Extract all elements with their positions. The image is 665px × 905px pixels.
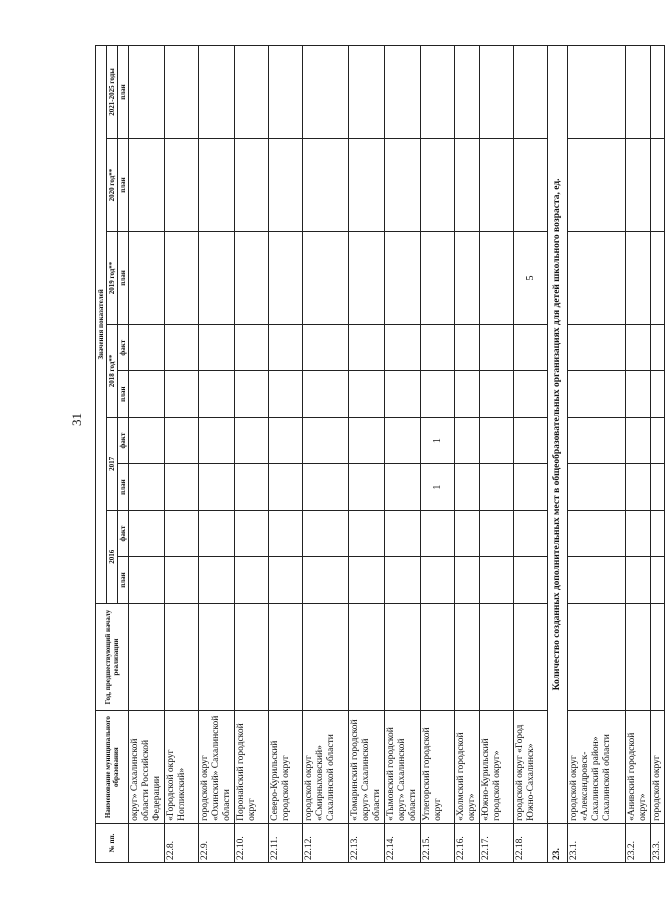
value-2017-plan: [235, 464, 269, 510]
value-2017-plan: [129, 464, 165, 510]
table-row: [568, 46, 626, 863]
municipality-name: «Анивский городской округ»: [626, 711, 651, 824]
table-row: [626, 46, 651, 863]
row-number: 23.1.: [568, 823, 626, 862]
header-2020-plan: план: [118, 139, 129, 232]
header-2018: 2018 год**: [107, 324, 118, 417]
value-2017-fact: [303, 417, 349, 463]
row-number: 22.10.: [235, 823, 269, 862]
value-2019-plan: [269, 232, 303, 325]
municipality-name: Северо-Курильский городской округ: [269, 711, 303, 824]
value-2017-fact: [199, 417, 235, 463]
header-num: № пп.: [96, 823, 129, 862]
table-row: [129, 46, 165, 863]
header-2017-fact: факт: [118, 417, 129, 463]
header-2017: 2017: [107, 417, 118, 510]
table-row: [421, 46, 455, 863]
municipality-name: «Южно-Курильский городской округ»: [480, 711, 514, 824]
table-row: [385, 46, 421, 863]
row-number: 22.14.: [385, 823, 421, 862]
header-2016-plan: план: [118, 557, 129, 603]
row-number: 22.16.: [455, 823, 480, 862]
row-number: 22.13.: [349, 823, 385, 862]
header-2019-plan: план: [118, 232, 129, 325]
row-number: [129, 823, 165, 862]
header-municipality: Наименование муниципального образования: [96, 711, 129, 824]
value-2017-plan: [199, 464, 235, 510]
table-row: [303, 46, 349, 863]
row-number: 22.8.: [165, 823, 199, 862]
value-2019-plan: [480, 232, 514, 325]
municipality-name: городской округ «Смирныховский» Сахалинской области: [303, 711, 349, 824]
header-2021-2025: 2021-2025 годы: [107, 46, 118, 139]
value-2017-plan: [455, 464, 480, 510]
municipality-name: городской округ «Охинский» Сахалинской области: [199, 711, 235, 824]
table-row: [514, 46, 548, 863]
value-2017-plan: [303, 464, 349, 510]
value-2019-plan: [165, 232, 199, 325]
row-number: 22.12.: [303, 823, 349, 862]
section-row: [548, 46, 568, 863]
table-row: [269, 46, 303, 863]
municipality-name: «Городской округ Ногликский»: [165, 711, 199, 824]
section-title: Количество созданных дополнительных мест в общеобразовательных организациях для детей школьного возраста, ед.: [548, 46, 568, 824]
value-2019-plan: [199, 232, 235, 325]
value-2017-plan: [480, 464, 514, 510]
header-2017-plan: план: [118, 464, 129, 510]
header-base-year: Год, предшествующий началу реализации: [96, 603, 129, 711]
table-row: [480, 46, 514, 863]
indicators-table: [95, 45, 665, 863]
header-2018-plan: план: [118, 371, 129, 417]
header-2020: 2020 год**: [107, 139, 118, 232]
value-2017-fact: [129, 417, 165, 463]
row-number: 22.17.: [480, 823, 514, 862]
row-number: 22.15.: [421, 823, 455, 862]
municipality-name: городской округ «Город Южно-Сахалинск»: [514, 711, 548, 824]
value-2019-plan: [385, 232, 421, 325]
header-2016-fact: факт: [118, 510, 129, 556]
value-2017-fact: [165, 417, 199, 463]
value-2017-fact: [455, 417, 480, 463]
value-2017-fact: [480, 417, 514, 463]
municipality-name: «Томаринский городской округ» Сахалинской области: [349, 711, 385, 824]
value-2017-plan: [165, 464, 199, 510]
row-number: 23.2.: [626, 823, 651, 862]
header-values-group: Значения показателей: [96, 46, 107, 604]
value-2017-plan: [385, 464, 421, 510]
value-2017-plan: [269, 464, 303, 510]
value-2019-plan: [421, 232, 455, 325]
row-number: 22.9.: [199, 823, 235, 862]
table-row: [165, 46, 199, 863]
row-number: 22.18.: [514, 823, 548, 862]
value-2017-fact: 1: [421, 417, 455, 463]
row-number: 23.3.: [651, 823, 665, 862]
value-2017-fact: [235, 417, 269, 463]
value-2017-plan: [514, 464, 548, 510]
header-2021-2025-plan: план: [118, 46, 129, 139]
row-number: 22.11.: [269, 823, 303, 862]
value-2019-plan: [349, 232, 385, 325]
value-2017-fact: [349, 417, 385, 463]
value-2019-plan: 5: [514, 232, 548, 325]
value-2017-fact: [269, 417, 303, 463]
municipality-name: Углегорский городской округ: [421, 711, 455, 824]
value-2019-plan: [303, 232, 349, 325]
value-2017-fact: [514, 417, 548, 463]
value-2017-plan: 1: [421, 464, 455, 510]
value-2017-fact: [385, 417, 421, 463]
header-2019: 2019 год**: [107, 232, 118, 325]
header-2018-fact: факт: [118, 324, 129, 370]
table-row: [455, 46, 480, 863]
municipality-name: «Тымовский городской округ» Сахалинской области: [385, 711, 421, 824]
municipality-name: городской округ: [651, 711, 665, 824]
table-row: [235, 46, 269, 863]
table-row: [199, 46, 235, 863]
section-number: 23.: [548, 823, 568, 862]
value-2019-plan: [455, 232, 480, 325]
value-2019-plan: [129, 232, 165, 325]
municipality-name: городской округ «Александровск-Сахалинский район» Сахалинской области: [568, 711, 626, 824]
table-row: [651, 46, 665, 863]
municipality-name: «Холмский городской округ»: [455, 711, 480, 824]
municipality-name: округ» Сахалинской области Российской Федерации: [129, 711, 165, 824]
rotated-table-area: [95, 45, 662, 863]
value-2017-plan: [349, 464, 385, 510]
value-2019-plan: [235, 232, 269, 325]
page-number: 31: [69, 413, 84, 426]
header-2016: 2016: [107, 510, 118, 603]
table-row: [349, 46, 385, 863]
municipality-name: Поронайский городской округ: [235, 711, 269, 824]
